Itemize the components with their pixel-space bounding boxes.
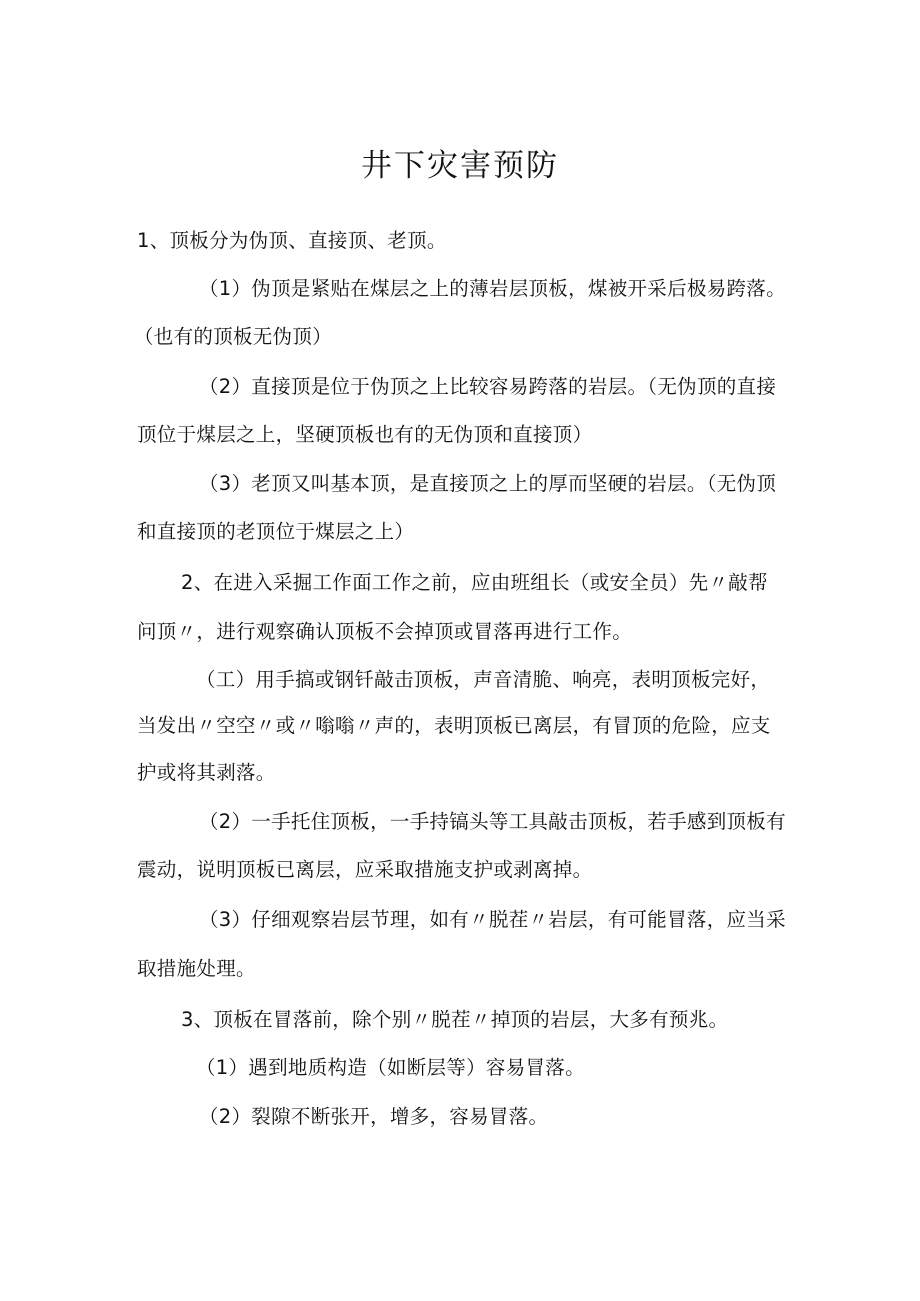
paragraph-line: 1、顶板分为伪顶、直接顶、老顶。 (137, 229, 447, 252)
paragraph-line: 护或将其剥落。 (137, 761, 276, 784)
paragraph-line: （1）遇到地质构造（如断层等）容易冒落。 (196, 1056, 585, 1079)
paragraph-line: 和直接顶的老顶位于煤层之上） (137, 520, 415, 543)
paragraph-line: 2、在进入采掘工作面工作之前，应由班组长（或安全员）先〃敲帮 (181, 571, 768, 594)
paragraph-line: 当发出〃空空〃或〃嗡嗡〃声的，表明顶板已离层，有冒顶的危险，应支 (137, 714, 771, 737)
paragraph-line: 震动，说明顶板已离层，应采取措施支护或剥离掉。 (137, 858, 593, 881)
paragraph-line: （3）仔细观察岩层节理，如有〃脱茬〃岩层，有可能冒落，应当采 (199, 908, 786, 931)
paragraph-line: 问顶〃，进行观察确认顶板不会掉顶或冒落再进行工作。 (137, 620, 633, 643)
paragraph-line: （3）老顶又叫基本顶，是直接顶之上的厚而坚硬的岩层。（无伪顶 (199, 472, 777, 495)
paragraph-line: （2）裂隙不断张开，增多，容易冒落。 (199, 1105, 549, 1128)
paragraph-line: （1）伪顶是紧贴在煤层之上的薄岩层顶板，煤被开采后极易跨落。 (199, 277, 786, 300)
paragraph-line: 取措施处理。 (137, 957, 256, 980)
document-title: 井下灾害预防 (361, 148, 559, 184)
paragraph-line: （工）用手搞或钢钎敲击顶板，声音清脆、响亮，表明顶板完好， (196, 668, 771, 691)
paragraph-line: 3、顶板在冒落前，除个别〃脱茬〃掉顶的岩层，大多有预兆。 (181, 1008, 729, 1031)
paragraph-line: （2）一手托住顶板，一手持镐头等工具敲击顶板，若手感到顶板有 (199, 810, 786, 833)
paragraph-line: 顶位于煤层之上，坚硬顶板也有的无伪顶和直接顶） (137, 423, 593, 446)
paragraph-line: （2）直接顶是位于伪顶之上比较容易跨落的岩层。（无伪顶的直接 (199, 375, 777, 398)
paragraph-line: （也有的顶板无伪顶） (134, 325, 333, 348)
